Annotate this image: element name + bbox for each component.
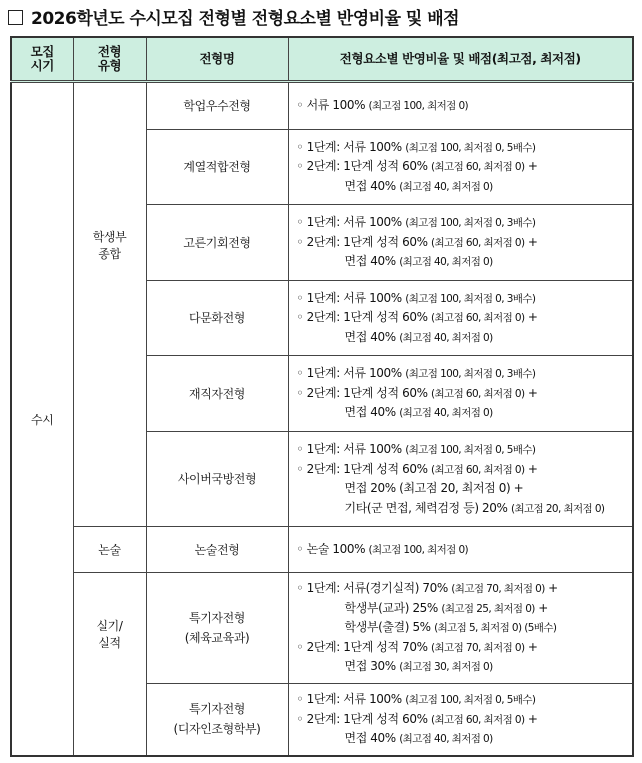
ratio-main: ◦ 2단계: 1단계 성적 60% xyxy=(296,159,431,174)
ratio-note: (최고점 40, 최저점 0) xyxy=(399,180,493,193)
type-cell: 실기/ 실적 xyxy=(73,573,146,757)
ratio-note: (최고점 60, 최저점 0) xyxy=(431,236,525,249)
ratio-tail: + xyxy=(524,639,538,654)
ratio-main: ◦ 1단계: 서류 100% xyxy=(296,215,406,230)
admission-name: 고른기회전형 xyxy=(146,205,288,281)
ratio-main: ◦ 논술 100% xyxy=(296,541,369,556)
ratio-main: 면접 40% xyxy=(344,254,400,269)
ratio-main: ◦ 1단계: 서류 100% xyxy=(296,692,406,706)
ratio-main: ◦ 2단계: 1단계 성적 60% xyxy=(296,234,431,249)
ratio-note: (최고점 70, 최저점 0) xyxy=(431,641,525,654)
ratio-cell xyxy=(288,573,633,684)
ratio-main: 기타(군 면접, 체력검정 등) 20% xyxy=(344,500,511,515)
ratio-note: (최고점 60, 최저점 0) xyxy=(431,713,525,726)
ratio-cell xyxy=(288,82,633,130)
ratio-line xyxy=(297,729,625,749)
ratio-main: ◦ 1단계: 서류(경기실적) 70% xyxy=(296,581,452,595)
ratio-tail: + xyxy=(534,600,548,615)
ratio-line xyxy=(297,384,625,404)
ratio-note: (최고점 60, 최저점 0) xyxy=(431,312,525,325)
ratio-line xyxy=(297,289,625,309)
period-cell: 수시 xyxy=(11,82,73,757)
ratio-line xyxy=(297,157,625,177)
ratio-main: ◦ 서류 100% xyxy=(296,98,369,113)
ratio-line xyxy=(297,710,625,730)
type-cell: 논술 xyxy=(73,527,146,573)
ratio-note: (최고점 30, 최저점 0) xyxy=(399,661,493,673)
ratio-line xyxy=(297,618,625,638)
page-title xyxy=(8,4,459,29)
table-row xyxy=(11,527,633,573)
ratio-main: 면접 40% xyxy=(344,405,400,420)
ratio-main: ◦ 1단계: 서류 100% xyxy=(296,139,406,154)
ratio-main: ◦ 1단계: 서류 100% xyxy=(296,290,406,305)
ratio-note: (최고점 25, 최저점 0) xyxy=(441,602,535,615)
header-type: 전형 유형 xyxy=(73,37,146,82)
ratio-note: (최고점 20, 최저점 0) xyxy=(510,502,605,515)
ratio-line xyxy=(297,479,625,499)
ratio-line xyxy=(297,364,625,384)
ratio-main: ◦ 2단계: 1단계 성적 60% xyxy=(296,385,431,400)
ratio-note: (최고점 100, 최저점 0, 3배수) xyxy=(405,292,536,305)
ratio-line xyxy=(297,690,625,710)
table-row xyxy=(11,573,633,684)
ratio-line xyxy=(297,657,625,677)
ratio-line xyxy=(297,252,625,272)
admission-name: 사이버국방전형 xyxy=(146,432,288,527)
ratio-line xyxy=(297,579,625,599)
admission-name: 특기자전형 (체육교육과) xyxy=(146,573,288,684)
header-ratio: 전형요소별 반영비율 및 배점(최고점, 최저점) xyxy=(288,37,633,82)
ratio-line xyxy=(297,540,625,560)
header-name: 전형명 xyxy=(146,37,288,82)
ratio-line xyxy=(297,233,625,253)
ratio-main: 면접 30% xyxy=(344,659,400,673)
header-period: 모집 시기 xyxy=(11,37,73,82)
ratio-note: (최고점 100, 최저점 0, 5배수) xyxy=(405,141,536,154)
ratio-line xyxy=(297,308,625,328)
ratio-line xyxy=(297,599,625,619)
admission-name: 재직자전형 xyxy=(146,356,288,432)
ratio-line xyxy=(297,403,625,423)
admission-name: 논술전형 xyxy=(146,527,288,573)
admission-name: 계열적합전형 xyxy=(146,130,288,205)
ratio-note: (최고점 100, 최저점 0) xyxy=(368,543,469,556)
ratio-main: ◦ 2단계: 1단계 성적 70% xyxy=(296,639,431,654)
ratio-tail: + xyxy=(524,711,538,726)
title-text: 2026학년도 수시모집 전형별 전형요소별 반영비율 및 배점 xyxy=(31,9,460,29)
ratio-tail: + xyxy=(524,234,538,249)
ratio-note: (최고점 5, 최저점 0) (5배수) xyxy=(434,622,557,634)
ratio-main: 면접 20% (최고점 20, 최저점 0) + xyxy=(344,481,524,495)
ratio-line xyxy=(297,638,625,658)
ratio-main: ◦ 2단계: 1단계 성적 60% xyxy=(296,711,431,726)
ratio-cell xyxy=(288,432,633,527)
ratio-tail: + xyxy=(524,461,538,476)
ratio-note: (최고점 70, 최저점 0) xyxy=(451,583,545,595)
ratio-note: (최고점 100, 최저점 0, 3배수) xyxy=(405,217,536,230)
ratio-line xyxy=(297,96,625,116)
ratio-note: (최고점 60, 최저점 0) xyxy=(431,161,525,174)
ratio-tail: + xyxy=(524,310,538,325)
ratio-note: (최고점 40, 최저점 0) xyxy=(399,331,493,344)
ratio-main: 학생부(출결) 5% xyxy=(344,620,435,634)
ratio-line xyxy=(297,213,625,233)
ratio-tail: + xyxy=(544,581,558,595)
ratio-main: ◦ 2단계: 1단계 성적 60% xyxy=(296,461,431,476)
ratio-line xyxy=(297,328,625,348)
ratio-note: (최고점 100, 최저점 0, 5배수) xyxy=(405,694,536,706)
ratio-cell xyxy=(288,130,633,205)
checkbox-square-icon xyxy=(8,10,23,25)
ratio-note: (최고점 100, 최저점 0, 3배수) xyxy=(405,368,536,381)
ratio-main: ◦ 1단계: 서류 100% xyxy=(296,442,406,456)
ratio-note: (최고점 60, 최저점 0) xyxy=(431,387,525,400)
ratio-note: (최고점 100, 최저점 0) xyxy=(368,100,469,113)
ratio-line xyxy=(297,499,625,519)
ratio-cell xyxy=(288,205,633,281)
ratio-tail: + xyxy=(524,385,538,400)
ratio-note: (최고점 60, 최저점 0) xyxy=(431,463,525,476)
ratio-note: (최고점 40, 최저점 0) xyxy=(399,256,493,269)
ratio-note: (최고점 40, 최저점 0) xyxy=(399,407,493,420)
admission-name: 특기자전형 (디자인조형학부) xyxy=(146,683,288,756)
ratio-line xyxy=(297,177,625,197)
ratio-main: 학생부(교과) 25% xyxy=(344,600,442,615)
ratio-main: 면접 40% xyxy=(344,329,400,344)
table-row xyxy=(11,82,633,130)
ratio-main: ◦ 2단계: 1단계 성적 60% xyxy=(296,310,431,325)
ratio-cell xyxy=(288,281,633,356)
ratio-cell xyxy=(288,683,633,756)
ratio-main: 면접 40% xyxy=(344,731,400,745)
ratio-note: (최고점 40, 최저점 0) xyxy=(399,733,493,745)
admission-table xyxy=(10,36,634,757)
admission-name: 학업우수전형 xyxy=(146,82,288,130)
admission-name: 다문화전형 xyxy=(146,281,288,356)
ratio-main: 면접 40% xyxy=(344,178,400,193)
ratio-main: ◦ 1단계: 서류 100% xyxy=(296,366,406,381)
ratio-line xyxy=(297,138,625,158)
ratio-cell xyxy=(288,527,633,573)
ratio-line xyxy=(297,440,625,460)
type-cell: 학생부 종합 xyxy=(73,82,146,527)
ratio-tail: + xyxy=(524,159,538,174)
ratio-line xyxy=(297,460,625,480)
ratio-note: (최고점 100, 최저점 0, 5배수) xyxy=(405,444,536,456)
ratio-cell xyxy=(288,356,633,432)
